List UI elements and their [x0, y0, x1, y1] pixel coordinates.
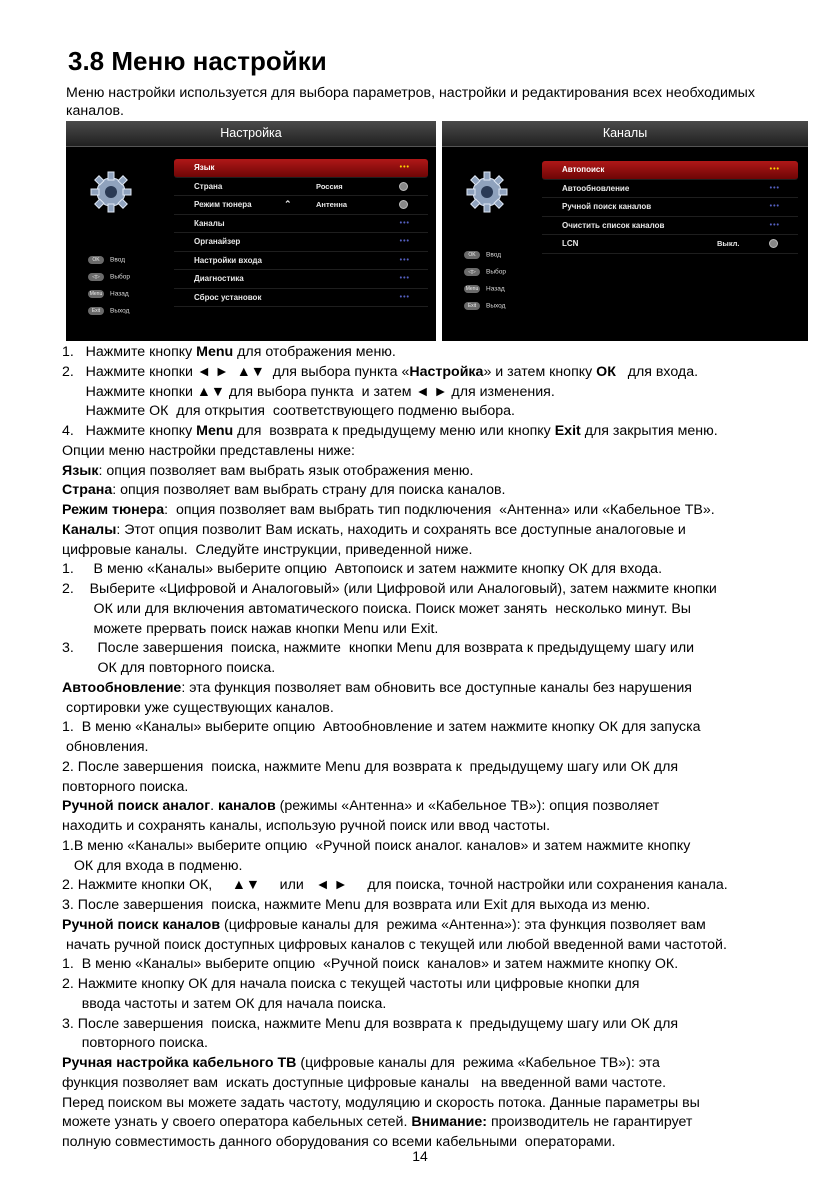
page-number: 14	[412, 1148, 428, 1164]
text-line: Перед поиском вы можете задать частоту, модуляцию и скорость потока. Данные параметры вы	[62, 1094, 700, 1111]
text-line: начать ручной поиск доступных цифровых каналов с текущей или любой введенной вами частотой.	[62, 936, 727, 953]
toggle-knob-icon	[399, 200, 408, 209]
text-line: Опции меню настройки представлены ниже:	[62, 442, 355, 459]
menu-item-channels[interactable]: Каналы •••	[174, 215, 428, 234]
text-line: повторного поиска.	[62, 778, 189, 795]
text-line: 1. В меню «Каналы» выберите опцию Автообновление и затем нажмите кнопку ОК для запуска	[62, 719, 701, 736]
text-line: 1. В меню «Каналы» выберите опцию «Ручной поиск каналов» и затем нажмите кнопку ОК.	[62, 956, 679, 973]
text-line: Ручной поиск каналов (цифровые каналы для режима «Антенна»): эта функция позволяет вам	[62, 916, 706, 933]
text-line: Ручной поиск аналог. каналов (режимы «Антенна» и «Кабельное ТВ»): опция позволяет	[62, 798, 660, 815]
text-line: ОК или для включения автоматического поиска. Поиск может занять несколько минут. Вы	[62, 600, 691, 617]
legend: OK Ввод ◁▷ Выбор Menu Назад Exit Выход	[89, 256, 130, 315]
text-line: ОК для входа в подменю.	[62, 857, 243, 874]
menu-item-language[interactable]: Язык •••	[174, 159, 428, 178]
text-line: 2. После завершения поиска, нажмите Menu для возврата к предыдущему шагу или ОК для	[62, 758, 679, 775]
intro-paragraph: Меню настройки используется для выбора параметров, настройки и редактирования всех необходимых каналов.	[66, 85, 755, 119]
text-line: 1. В меню «Каналы» выберите опцию Автопоиск и затем нажмите кнопку ОК для входа.	[62, 561, 663, 578]
menu-item-autoupdate[interactable]: Автообновление •••	[542, 180, 798, 199]
text-line: Нажмите кнопки ▲▼ для выбора пункта и затем ◄ ► для изменения.	[62, 383, 555, 400]
legend: OK Ввод ◁▷ Выбор Menu Назад Exit Выход	[465, 251, 506, 310]
channels-menu-screenshot	[442, 121, 808, 341]
menu-item-lcn[interactable]: LCN Выкл.	[542, 235, 798, 254]
menu-item-autosearch[interactable]: Автопоиск •••	[542, 161, 798, 180]
text-line: 1.В меню «Каналы» выберите опцию «Ручной поиск аналог. каналов» и затем нажмите кнопку	[62, 837, 691, 854]
text-line: 3. После завершения поиска, нажмите кнопки Menu для возврата к предыдущему шагу или	[62, 640, 695, 657]
text-line: ввода частоты и затем ОК для начала поиска.	[62, 995, 387, 1012]
text-line: 2. Выберите «Цифровой и Аналоговый» (или Цифровой или Аналоговый), затем нажмите кнопки	[62, 581, 717, 597]
text-line: можете прервать поиск нажав кнопки Menu или Exit.	[62, 620, 439, 637]
osd-title: Каналы	[442, 121, 808, 147]
setup-menu-list	[174, 159, 428, 307]
text-line: Ручная настройка кабельного ТВ (цифровые каналы для режима «Кабельное ТВ»): эта	[62, 1055, 660, 1071]
text-line: находить и сохранять каналы, использую ручной поиск или ввод частоты.	[62, 818, 551, 834]
setup-menu-screenshot	[66, 121, 436, 341]
text-line: 2. Нажмите кнопку ОК для начала поиска с текущей частоты или цифровые кнопки для	[62, 976, 640, 992]
text-line: повторного поиска.	[62, 1035, 208, 1052]
text-line: 1. Нажмите кнопку Menu для отображения меню.	[62, 344, 396, 360]
text-line: обновления.	[62, 739, 149, 755]
text-line: можете узнать у своего оператора кабельных сетей. Внимание: производитель не гарантирует	[62, 1114, 693, 1131]
text-line: 2. Нажмите кнопки ОК, ▲▼ или ◄ ► для поиска, точной настройки или сохранения канала.	[62, 877, 728, 894]
text-line: Нажмите ОК для открытия соответствующего подменю выбора.	[62, 403, 515, 420]
text-line: 4. Нажмите кнопку Menu для возврата к предыдущему меню или кнопку Exit для закрытия меню.	[62, 423, 718, 439]
text-line: Каналы: Этот опция позволит Вам искать, находить и сохранять все доступные аналоговые и	[62, 521, 686, 538]
antenna-icon: ⌃	[284, 199, 292, 209]
text-line: 3. После завершения поиска, нажмите Menu для возврата или Exit для выхода из меню.	[62, 897, 651, 913]
page-title: 3.8 Меню настройки	[68, 46, 327, 76]
text-line: функция позволяет вам искать доступные цифровые каналы на введенной вами частоте.	[62, 1074, 667, 1091]
instructions-body	[62, 343, 822, 1153]
gear-icon	[88, 169, 134, 215]
text-line: 2. Нажмите кнопки ◄ ► ▲▼ для выбора пункта «Настройка» и затем кнопку ОК для входа.	[62, 363, 699, 380]
menu-item-reset[interactable]: Сброс установок •••	[174, 289, 428, 308]
text-line: Автообновление: эта функция позволяет вам обновить все доступные каналы без нарушения	[62, 679, 692, 696]
channels-menu-list	[542, 161, 798, 254]
text-line: Режим тюнера: опция позволяет вам выбрать тип подключения «Антенна» или «Кабельное ТВ».	[62, 502, 715, 518]
text-line: Язык: опция позволяет вам выбрать язык отображения меню.	[62, 462, 474, 479]
text-line: полную совместимость данного оборудования со всеми кабельными операторами.	[62, 1134, 616, 1150]
text-line: ОК для повторного поиска.	[62, 660, 276, 676]
toggle-knob-icon	[399, 182, 408, 191]
gear-icon	[464, 169, 510, 215]
menu-item-clear-list[interactable]: Очистить список каналов •••	[542, 217, 798, 236]
toggle-knob-icon	[769, 239, 778, 248]
text-line: цифровые каналы. Следуйте инструкции, приведенной ниже.	[62, 541, 473, 558]
menu-item-tuner-mode[interactable]: Режим тюнера ⌃ Антенна	[174, 196, 428, 215]
menu-item-diagnostics[interactable]: Диагностика •••	[174, 270, 428, 289]
osd-title: Настройка	[66, 121, 436, 147]
text-line: Страна: опция позволяет вам выбрать страну для поиска каналов.	[62, 482, 506, 499]
menu-item-manual-search[interactable]: Ручной поиск каналов •••	[542, 198, 798, 217]
menu-item-input-settings[interactable]: Настройки входа •••	[174, 252, 428, 271]
menu-item-organizer[interactable]: Органайзер •••	[174, 233, 428, 252]
text-line: сортировки уже существующих каналов.	[62, 699, 334, 716]
menu-item-country[interactable]: Страна Россия	[174, 178, 428, 197]
text-line: 3. После завершения поиска, нажмите Menu для возврата к предыдущему шагу или ОК для	[62, 1015, 679, 1032]
